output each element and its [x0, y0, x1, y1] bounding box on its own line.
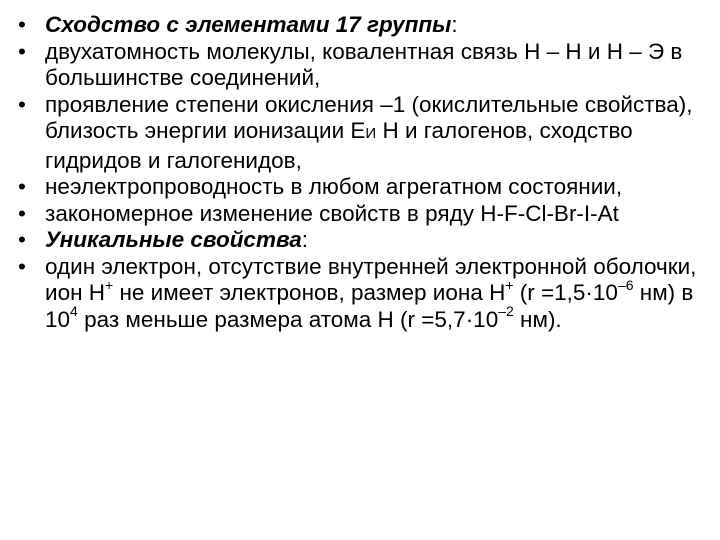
bullet-item-unique-heading — [18, 227, 708, 254]
superscript-exponent: –2 — [498, 303, 514, 319]
bullet-text: раз меньше размера атома Н (r =5,7·10 — [77, 306, 499, 332]
ionization-subscript: И — [365, 125, 377, 142]
bullet-text: нм) в 10 — [45, 280, 694, 332]
bullet-dot-icon: • — [18, 174, 26, 199]
superscript-plus: + — [505, 276, 514, 293]
bullet-item-regular-change — [18, 201, 708, 228]
bullet-text: закономерное изменение свойств в ряду H-F-Cl-Br-I-At — [45, 200, 619, 226]
heading-colon: : — [451, 12, 458, 37]
bullet-text: не имеет электронов, размер иона Н — [113, 280, 506, 305]
bullet-dot-icon: • — [18, 200, 26, 226]
bullet-text: неэлектропроводность в любом агрегатном состоянии, — [45, 174, 623, 199]
bullet-text: (r =1,5·10 — [513, 280, 618, 305]
bullet-text: проявление степени окисления –1 (окислительные свойства), близость энергии ионизации Е — [45, 91, 693, 143]
bullet-text: один электрон, отсутствие внутренней электронной оболочки, ион Н — [45, 253, 697, 305]
superscript-exponent: –6 — [617, 276, 634, 293]
bullet-dot-icon: • — [18, 91, 26, 117]
bullet-item-oxidation-state — [18, 92, 708, 175]
section-heading-similarity: Сходство с элементами 17 группы — [45, 12, 452, 37]
bullet-text-continued: Н и галогенов, сходство гидридов и галогенидов, — [45, 118, 633, 173]
slide-content — [18, 12, 708, 333]
bullet-text: нм). — [513, 306, 562, 332]
section-heading-unique: Уникальные свойства — [45, 227, 302, 252]
bullet-dot-icon: • — [18, 253, 26, 279]
bullet-dot-icon: • — [18, 38, 26, 64]
bullet-dot-icon: • — [18, 12, 26, 37]
bullet-text: двухатомность молекулы, ковалентная связь Н – Н и Н – Э в большинстве соединений, — [45, 38, 683, 90]
bullet-item-non-conductivity — [18, 174, 708, 201]
bullet-item-one-electron — [18, 254, 708, 334]
bullet-item-diatomic — [18, 39, 708, 92]
superscript-exponent: 4 — [70, 303, 78, 319]
bullet-list — [18, 12, 708, 333]
bullet-dot-icon: • — [18, 227, 26, 252]
bullet-item-similarity-heading — [18, 12, 708, 39]
heading-colon: : — [301, 227, 309, 252]
superscript-plus: + — [105, 276, 114, 293]
